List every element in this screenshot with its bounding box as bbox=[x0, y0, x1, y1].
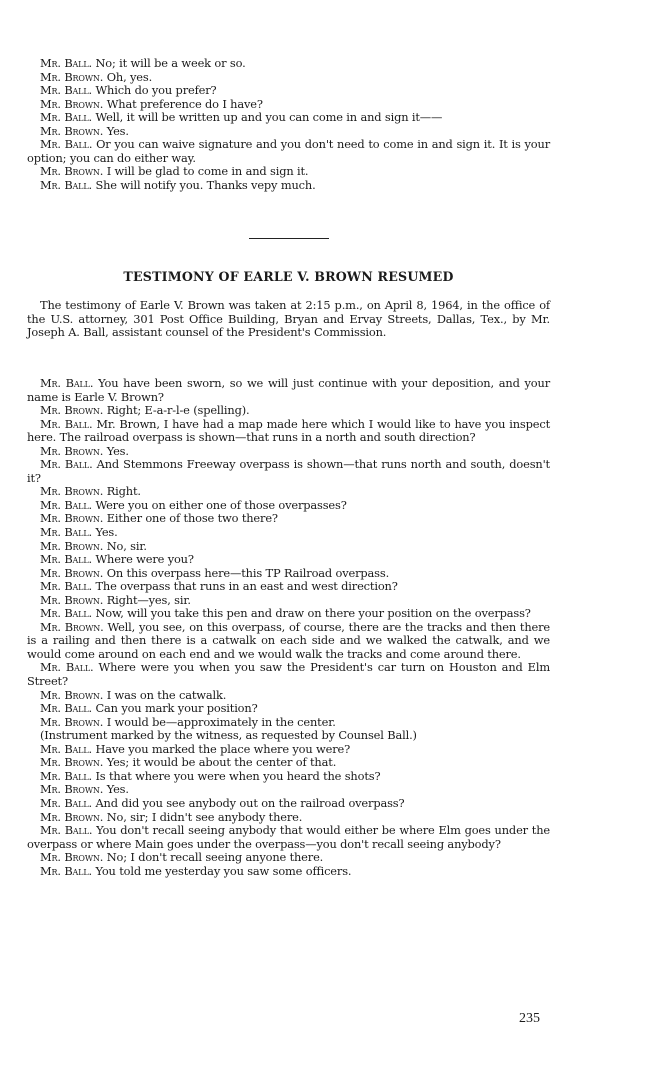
speech-text: Right. bbox=[103, 484, 141, 499]
speaker-name: Mr. Brown. bbox=[40, 687, 104, 702]
speaker-name: Mr. Ball. bbox=[40, 823, 93, 838]
intro-paragraph-block bbox=[27, 299, 550, 340]
speech-text: Where were you? bbox=[91, 552, 194, 567]
speaker-name: Mr. Brown. bbox=[40, 782, 104, 797]
speech-text: Right; E-a-r-l-e (spelling). bbox=[103, 403, 250, 418]
speech-text: And did you see anybody out on the railroad overpass? bbox=[91, 795, 405, 810]
transcript-line bbox=[27, 57, 550, 71]
transcript-line bbox=[27, 607, 550, 621]
transcript-line bbox=[27, 165, 550, 179]
transcript-line bbox=[27, 756, 550, 770]
speech-text: You told me yesterday you saw some officers. bbox=[91, 863, 352, 878]
speaker-name: Mr. Ball. bbox=[40, 110, 92, 125]
speech-text: No; it will be a week or so. bbox=[91, 56, 246, 70]
speaker-name: Mr. Brown. bbox=[40, 164, 104, 179]
speaker-name: Mr. Ball. bbox=[40, 137, 93, 152]
intro-paragraph: The testimony of Earle V. Brown was taken at 2:15 p.m., on April 8, 1964, in the office of the U.S. attorney, 301 Post Office Building, Bryan and Ervay Streets, Dallas, Tex., by Mr. Joseph A. Ball, assistant counsel of the President's Commission. bbox=[27, 298, 550, 340]
speech-text: And Stemmons Freeway overpass is shown—that runs north and south, doesn't it? bbox=[27, 457, 550, 485]
transcript-line bbox=[27, 485, 550, 499]
transcript-line bbox=[27, 445, 550, 459]
transcript-line bbox=[27, 865, 550, 879]
speech-text: Right—yes, sir. bbox=[103, 592, 191, 607]
transcript-line bbox=[27, 716, 550, 730]
speaker-name: Mr. Brown. bbox=[40, 69, 104, 84]
transcript-line bbox=[27, 661, 550, 688]
transcript-line bbox=[27, 84, 550, 98]
speaker-name: Mr. Ball. bbox=[40, 457, 93, 472]
speech-text: Were you on either one of those overpasses? bbox=[91, 497, 347, 512]
speaker-name: Mr. Brown. bbox=[40, 96, 104, 111]
speech-text: Where were you when you saw the President's car turn on Houston and Elm Street? bbox=[27, 660, 550, 689]
speaker-name: Mr. Brown. bbox=[40, 619, 104, 634]
testimony-transcript bbox=[27, 377, 550, 878]
speech-text: I would be—approximately in the center. bbox=[103, 714, 336, 729]
speech-text: No, sir. bbox=[103, 538, 147, 553]
speech-text: Oh, yes. bbox=[103, 69, 153, 84]
transcript-line bbox=[27, 567, 550, 581]
speech-text: Which do you prefer? bbox=[91, 83, 217, 98]
speech-text: I was on the catwalk. bbox=[103, 687, 227, 702]
speech-text: Mr. Brown, I have had a map made here which I would like to have you inspect here. The railroad overpass is shown—that runs in a north and south direction? bbox=[27, 416, 550, 445]
speech-text: Either one of those two there? bbox=[103, 511, 278, 526]
speech-text: You don't recall seeing anybody that would either be where Elm goes under the overpass or where Main goes under the overpass—you don't recall seeing anybody? bbox=[27, 823, 550, 851]
transcript-line bbox=[27, 111, 550, 125]
speaker-name: Mr. Brown. bbox=[40, 123, 104, 138]
transcript-line bbox=[27, 71, 550, 85]
speech-text: Well, you see, on this overpass, of course, there are the tracks and then there is a railing and then there is a catwalk on each side and we walked the catwalk, and we would come around on each end and we would walk the tracks and come around there. bbox=[27, 619, 550, 661]
transcript-line bbox=[27, 811, 550, 825]
transcript-line bbox=[27, 553, 550, 567]
speaker-name: Mr. Ball. bbox=[40, 579, 92, 594]
transcript-line bbox=[27, 138, 550, 165]
speaker-name: Mr. Ball. bbox=[40, 660, 94, 675]
speech-text: Yes. bbox=[103, 782, 129, 797]
transcript-line bbox=[27, 526, 550, 540]
transcript-line bbox=[27, 512, 550, 526]
speech-text: The overpass that runs in an east and west direction? bbox=[91, 579, 398, 594]
speaker-name: Mr. Ball. bbox=[40, 376, 94, 390]
transcript-line bbox=[27, 98, 550, 112]
speech-text: She will notify you. Thanks vepy much. bbox=[91, 177, 316, 192]
transcript-line bbox=[27, 783, 550, 797]
speech-text: Yes; it would be about the center of that. bbox=[103, 755, 337, 770]
speech-text: What preference do I have? bbox=[103, 96, 263, 111]
speaker-name: Mr. Ball. bbox=[40, 701, 92, 716]
speech-text: Yes. bbox=[91, 525, 118, 540]
speech-text: No; I don't recall seeing anyone there. bbox=[103, 850, 324, 865]
transcript-line bbox=[27, 179, 550, 193]
speech-text: No, sir; I didn't see anybody there. bbox=[103, 809, 303, 824]
speech-text: (Instrument marked by the witness, as requested by Counsel Ball.) bbox=[40, 728, 417, 743]
speech-text: Now, will you take this pen and draw on there your position on the overpass? bbox=[91, 606, 531, 621]
speaker-name: Mr. Ball. bbox=[40, 56, 92, 70]
speaker-name: Mr. Brown. bbox=[40, 755, 104, 770]
speech-text: I will be glad to come in and sign it. bbox=[103, 164, 309, 179]
speaker-name: Mr. Ball. bbox=[40, 525, 92, 540]
transcript-line bbox=[27, 689, 550, 703]
transcript-line bbox=[27, 797, 550, 811]
transcript-line bbox=[27, 770, 550, 784]
transcript-line bbox=[27, 499, 550, 513]
transcript-line bbox=[27, 743, 550, 757]
transcript-line bbox=[27, 404, 550, 418]
speaker-name: Mr. Brown. bbox=[40, 850, 104, 865]
speaker-name: Mr. Ball. bbox=[40, 741, 92, 756]
transcript-line bbox=[27, 580, 550, 594]
speaker-name: Mr. Ball. bbox=[40, 606, 92, 621]
speaker-name: Mr. Ball. bbox=[40, 552, 92, 567]
speaker-name: Mr. Brown. bbox=[40, 714, 104, 729]
speech-text: On this overpass here—this TP Railroad overpass. bbox=[103, 565, 390, 580]
speech-text: Well, it will be written up and you can come in and sign it—— bbox=[91, 110, 443, 125]
transcript-line bbox=[27, 824, 550, 851]
transcript-line bbox=[27, 702, 550, 716]
speech-text: Yes. bbox=[103, 443, 129, 458]
speaker-name: Mr. Brown. bbox=[40, 592, 104, 607]
speech-text: Have you marked the place where you were? bbox=[91, 741, 351, 756]
transcript-line bbox=[27, 540, 550, 554]
speaker-name: Mr. Brown. bbox=[40, 403, 104, 418]
speech-text: Yes. bbox=[103, 123, 129, 138]
speaker-name: Mr. Brown. bbox=[40, 484, 104, 499]
speaker-name: Mr. Ball. bbox=[40, 768, 92, 783]
section-title: TESTIMONY OF EARLE V. BROWN RESUMED bbox=[123, 269, 454, 284]
speaker-name: Mr. Brown. bbox=[40, 809, 104, 824]
speaker-name: Mr. Ball. bbox=[40, 83, 92, 98]
speaker-name: Mr. Brown. bbox=[40, 511, 104, 526]
transcript-line bbox=[27, 377, 550, 404]
transcript-line bbox=[27, 621, 550, 662]
speaker-name: Mr. Ball. bbox=[40, 416, 93, 431]
section-divider bbox=[249, 238, 329, 239]
speaker-name: Mr. Ball. bbox=[40, 863, 92, 878]
speaker-name: Mr. Ball. bbox=[40, 497, 92, 512]
continued-exchange bbox=[27, 57, 550, 192]
speaker-name: Mr. Ball. bbox=[40, 177, 92, 192]
speech-text: You have been sworn, so we will just continue with your deposition, and your name is Earle V. Brown? bbox=[27, 376, 550, 404]
transcript-line bbox=[27, 418, 550, 445]
speaker-name: Mr. Brown. bbox=[40, 565, 104, 580]
speaker-name: Mr. Brown. bbox=[40, 443, 104, 458]
transcript-note bbox=[27, 729, 550, 743]
speaker-name: Mr. Ball. bbox=[40, 795, 92, 810]
speaker-name: Mr. Brown. bbox=[40, 538, 104, 553]
page-number: 235 bbox=[519, 1011, 540, 1026]
speech-text: Can you mark your position? bbox=[91, 701, 258, 716]
transcript-line bbox=[27, 851, 550, 865]
transcript-line bbox=[27, 125, 550, 139]
transcript-line bbox=[27, 594, 550, 608]
speech-text: Or you can waive signature and you don't need to come in and sign it. It is your option; you can do either way. bbox=[27, 137, 550, 165]
transcript-line bbox=[27, 458, 550, 485]
speech-text: Is that where you were when you heard the shots? bbox=[91, 768, 381, 783]
